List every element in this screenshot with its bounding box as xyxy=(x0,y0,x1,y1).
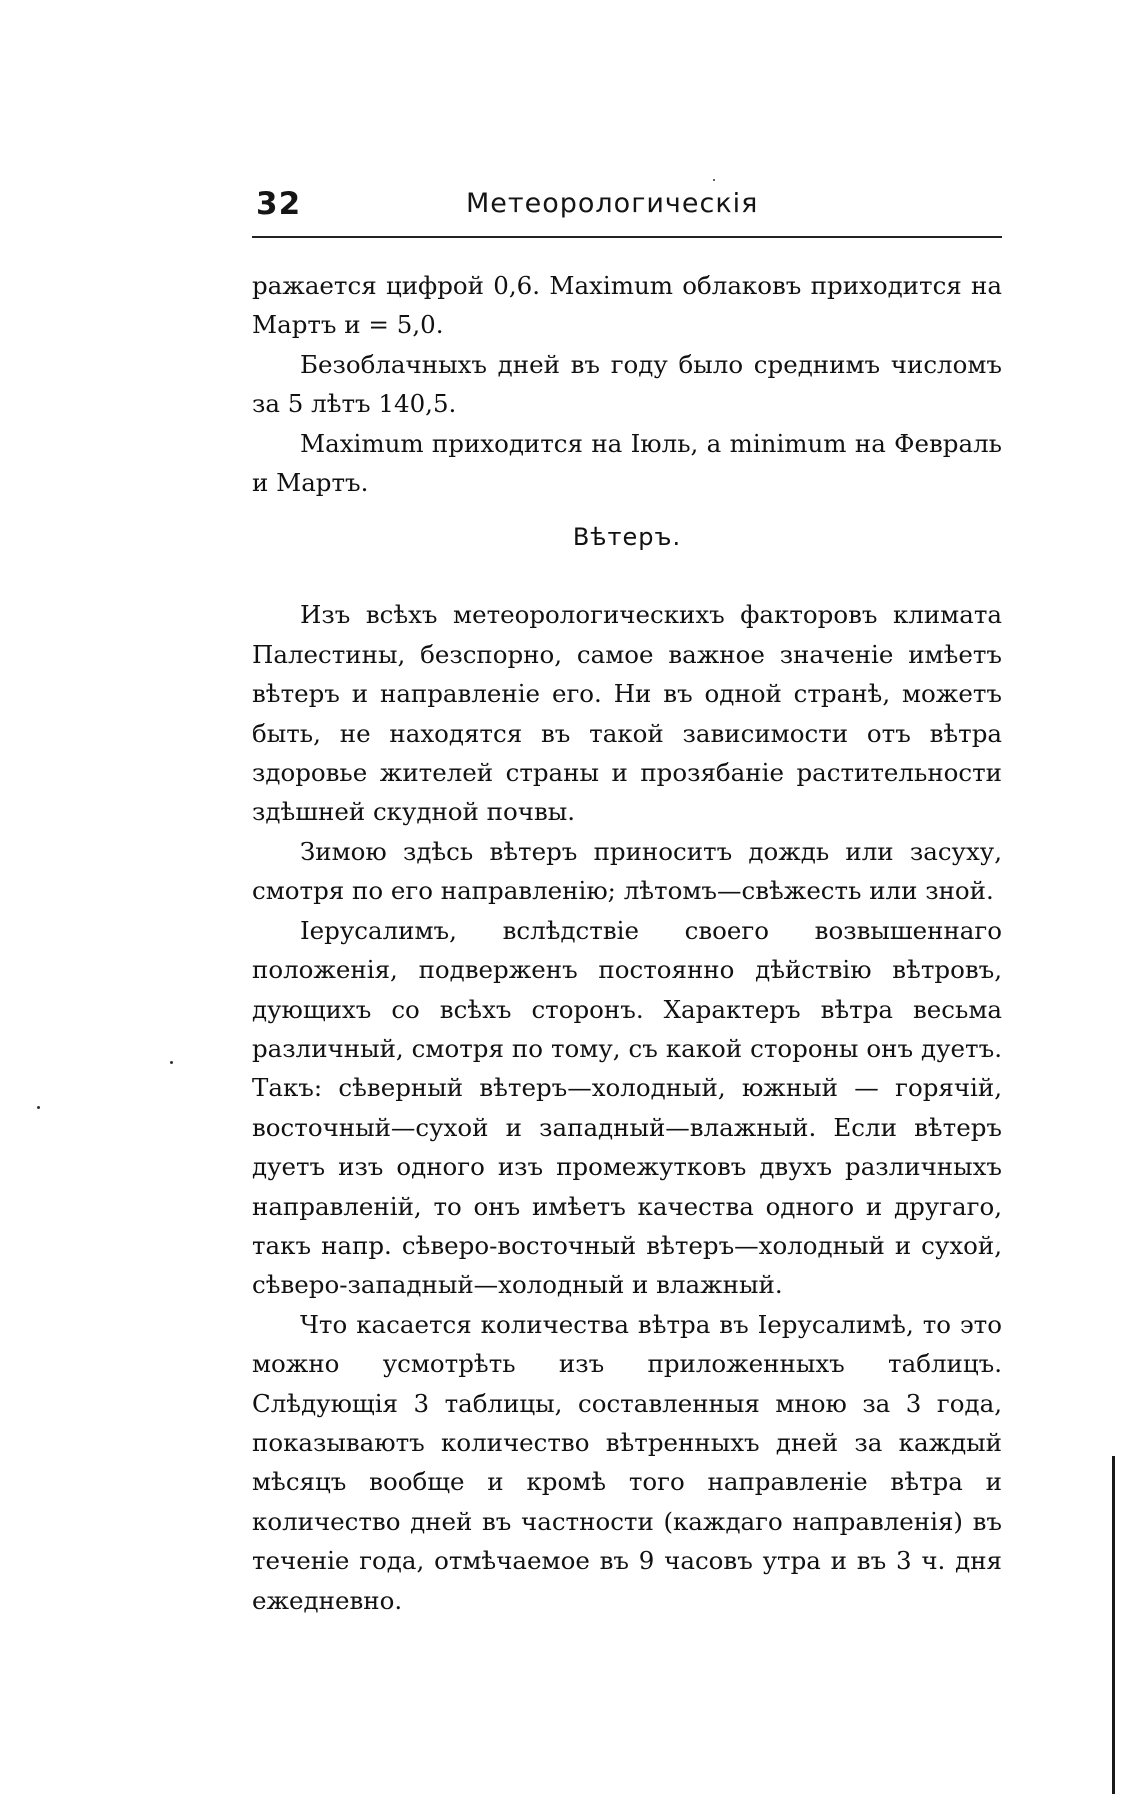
section-heading-wind: Вѣтеръ. xyxy=(572,523,682,552)
page-header xyxy=(252,186,1002,236)
page-body xyxy=(252,266,1002,1620)
scan-speck xyxy=(713,179,715,181)
scan-speck xyxy=(37,1106,40,1109)
page-edge-shadow xyxy=(1112,1456,1115,1794)
paragraph-cloudless-days: Безоблачныхъ дней въ году было среднимъ числомъ за 5 лѣтъ 140,5. xyxy=(252,349,1002,419)
header-rule xyxy=(252,236,1002,238)
running-title: Метеорологическія xyxy=(466,188,759,219)
page-number: 32 xyxy=(256,186,302,222)
paragraph-continued: ражается цифрой 0,6. Maximum облаковъ приходится на Мартъ и = 5,0. xyxy=(252,271,1002,340)
paragraph-maximum-minimum: Maximum приходится на Іюль, а minimum на Февраль и Мартъ. xyxy=(252,428,1002,498)
paragraph-wind-factors: Изъ всѣхъ метеорологическихъ факторовъ климата Палестины, безспорно, самое важное значеніе имѣетъ вѣтеръ и направленіе его. Ни въ одной странѣ, можетъ быть, не находятся въ такой зависимости отъ вѣтра здоровье жителей страны и прозябаніе растительности здѣшней скудной почвы. xyxy=(252,600,1002,827)
scan-speck xyxy=(170,1061,173,1064)
paragraph-jerusalem-winds: Іерусалимъ, вслѣдствіе своего возвышеннаго положенія, подверженъ постоянно дѣйствію вѣтровъ, дующихъ со всѣхъ сторонъ. Характеръ вѣтра весьма различный, смотря по тому, съ какой стороны онъ дуетъ. Такъ: сѣверный вѣтеръ—холодный, южный — горячій, восточный—сухой и западный—влажный. Если вѣтеръ дуетъ изъ одного изъ промежутковъ двухъ различныхъ направленій, то онъ имѣетъ качества одного и другаго, такъ напр. сѣверо-восточный вѣтеръ—холодный и сухой, сѣверо-западный—холодный и влажный. xyxy=(252,915,1002,1300)
paragraph-wind-tables: Что касается количества вѣтра въ Іерусалимѣ, то это можно усмотрѣть изъ приложенныхъ таблицъ. Слѣдующія 3 таблицы, составленныя мною за 3 года, показываютъ количество вѣтренныхъ дней за каждый мѣсяцъ вообще и кромѣ того направленіе вѣтра и количество дней въ частности (каждаго направленія) въ теченіе года, отмѣчаемое въ 9 часовъ утра и въ 3 ч. дня ежедневно. xyxy=(252,1309,1002,1615)
paragraph-winter-wind: Зимою здѣсь вѣтеръ приноситъ дождь или засуху, смотря по его направленію; лѣтомъ—свѣжесть или зной. xyxy=(252,836,1002,906)
